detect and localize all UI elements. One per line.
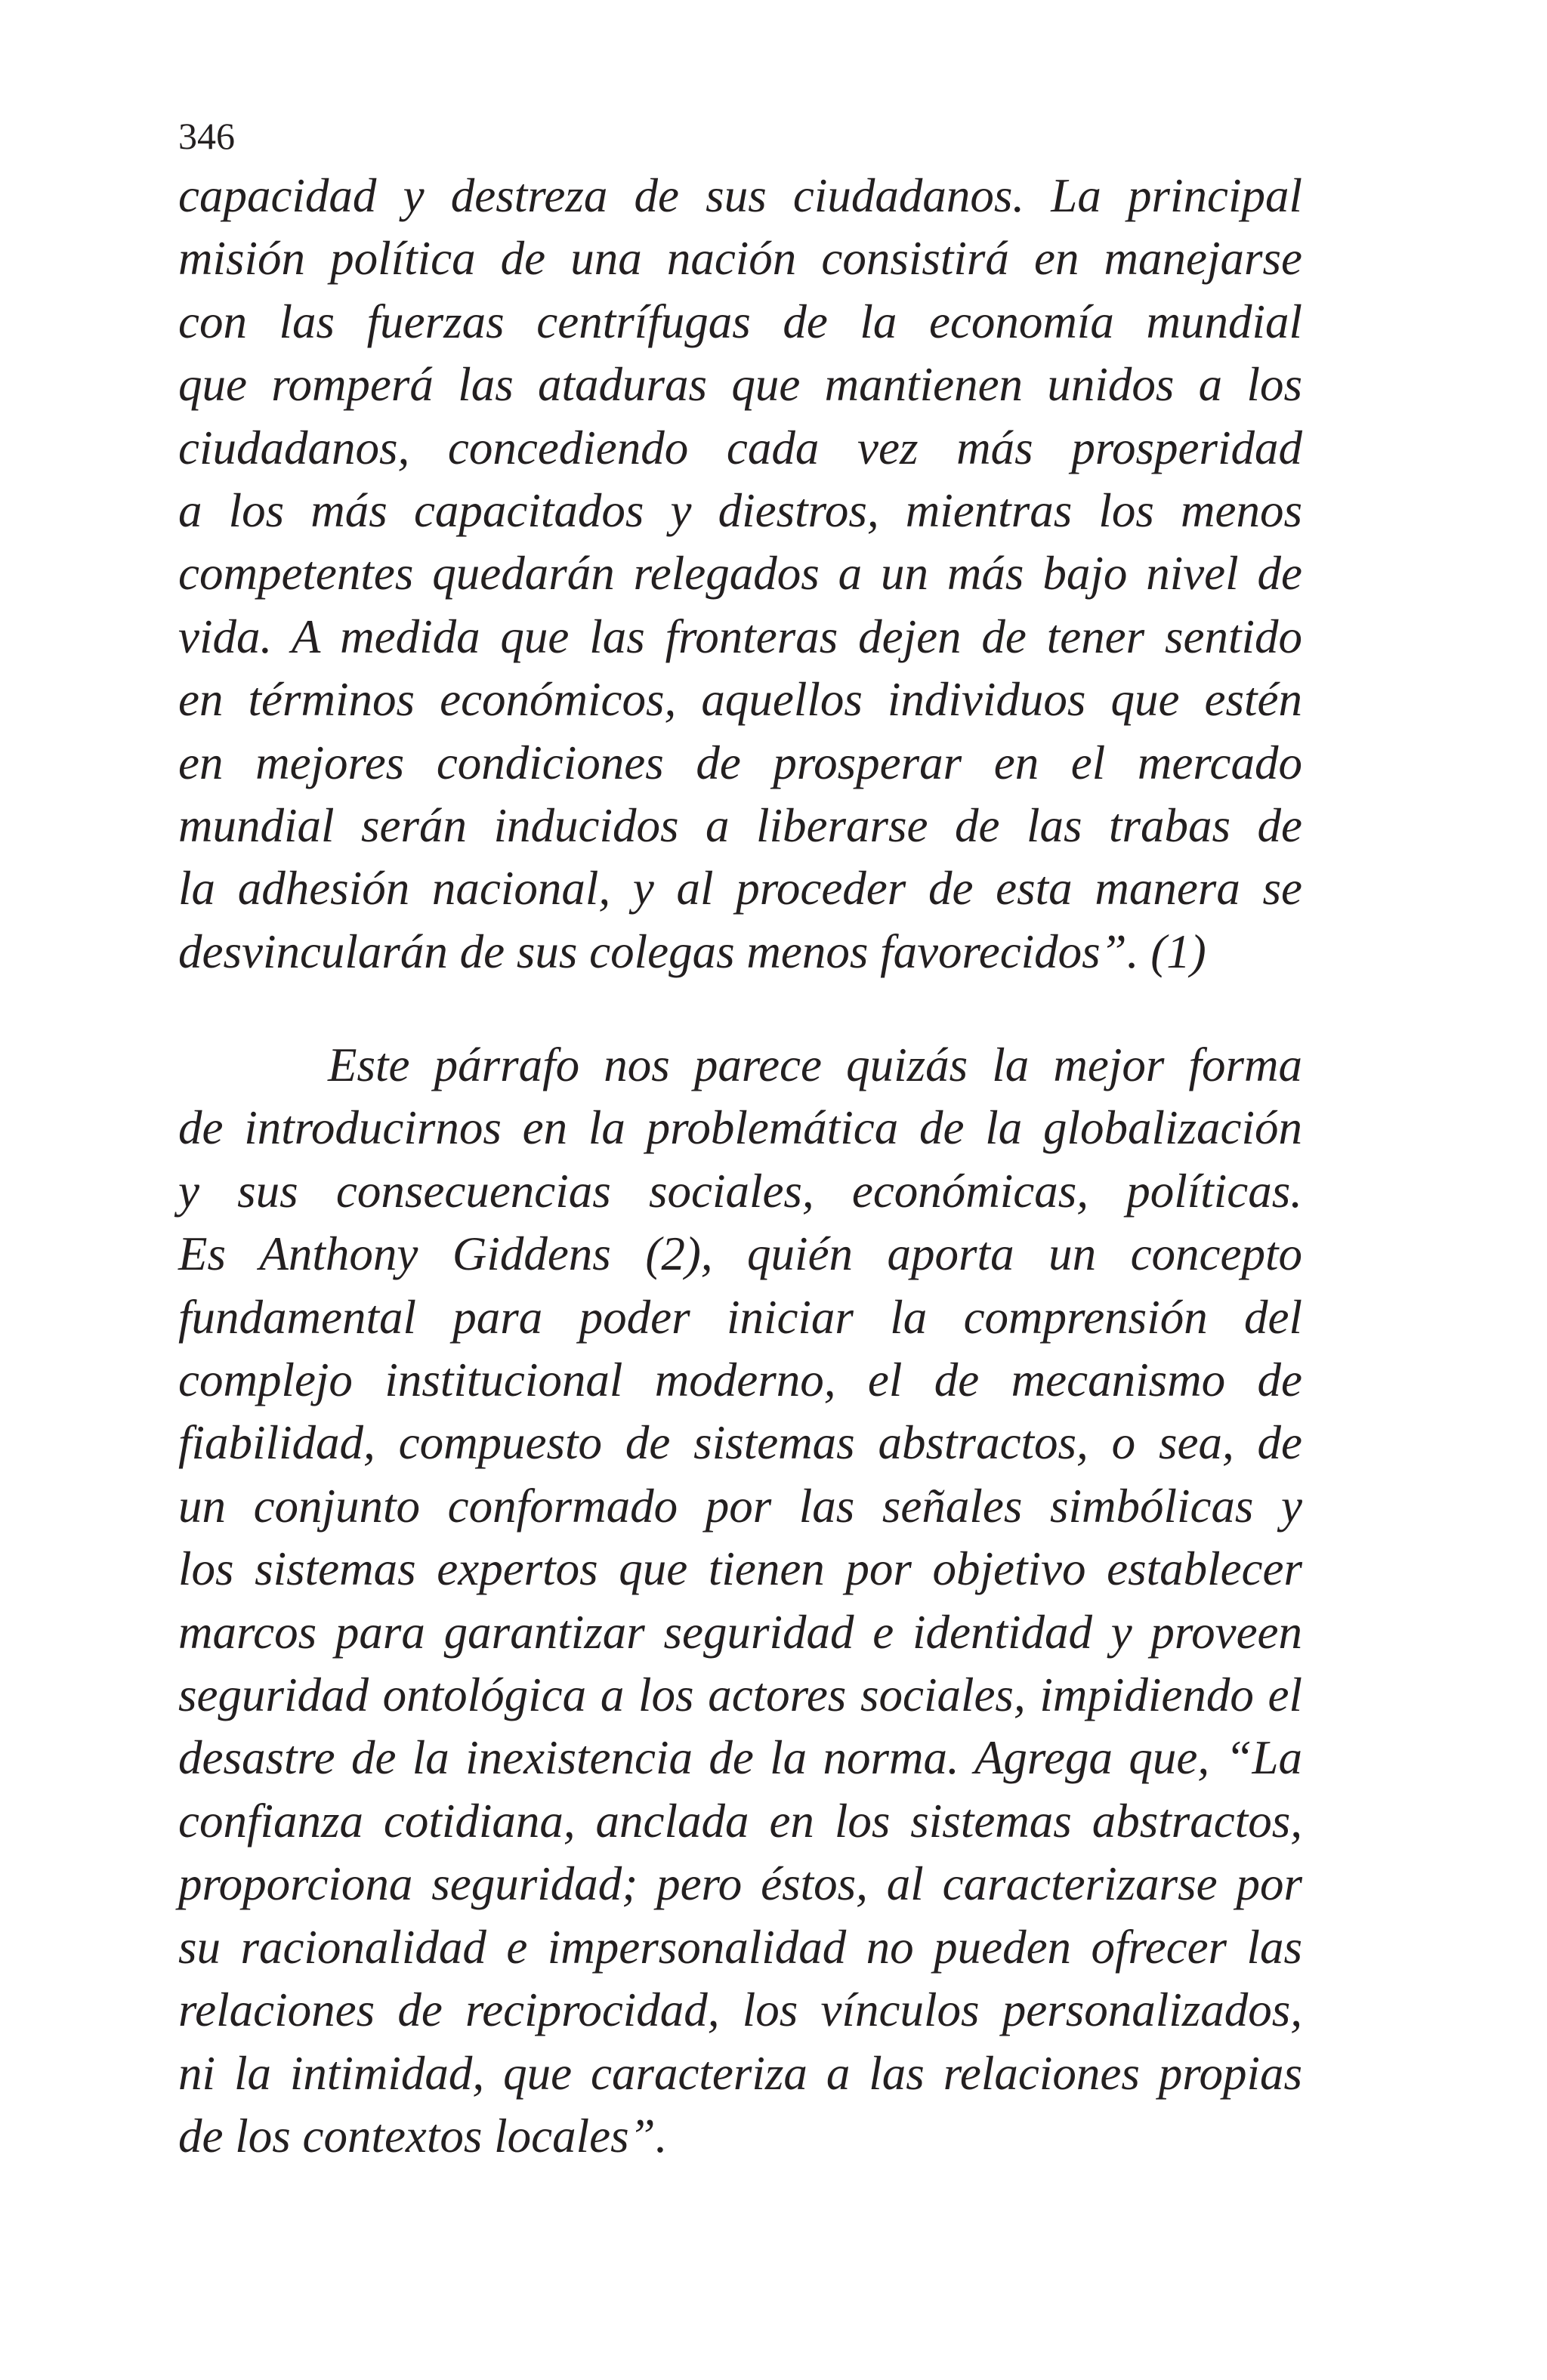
- text-line: proporciona seguridad; pero éstos, al caracterizarse por: [178, 1857, 1302, 1911]
- text-line: ciudadanos, concediendo cada vez más prosperidad: [178, 421, 1302, 474]
- paragraph-2: [178, 1034, 1302, 2168]
- text-line: desastre de la inexistencia de la norma. Agrega que, “La: [178, 1731, 1302, 1785]
- text-line: fundamental para poder iniciar la comprensión del: [178, 1290, 1302, 1344]
- text-line: en términos económicos, aquellos individuos que estén: [178, 673, 1302, 727]
- text-line: ni la intimidad, que caracteriza a las relaciones propias: [178, 2046, 1302, 2100]
- text-line: relaciones de reciprocidad, los vínculos personalizados,: [178, 1983, 1302, 2037]
- text-line: complejo institucional moderno, el de mecanismo de: [178, 1354, 1302, 1407]
- text-line: y sus consecuencias sociales, económicas, políticas.: [178, 1164, 1302, 1218]
- text-line: seguridad ontológica a los actores sociales, impidiendo el: [178, 1668, 1302, 1722]
- text-line: competentes quedarán relegados a un más bajo nivel de: [178, 547, 1302, 600]
- text-line: marcos para garantizar seguridad e identidad y proveen: [178, 1605, 1302, 1659]
- text-line: de introducirnos en la problemática de la globalización: [178, 1101, 1302, 1155]
- page-number: 346: [178, 115, 235, 157]
- text-line: la adhesión nacional, y al proceder de esta manera se: [178, 862, 1302, 915]
- text-line: vida. A medida que las fronteras dejen de tener sentido: [178, 610, 1302, 663]
- text-line: desvincularán de sus colegas menos favorecidos”. (1): [178, 925, 1206, 978]
- text-line: los sistemas expertos que tienen por objetivo establecer: [178, 1542, 1302, 1596]
- text-line: a los más capacitados y diestros, mientras los menos: [178, 484, 1302, 538]
- text-line: misión política de una nación consistirá en manejarse: [178, 232, 1302, 286]
- text-line: fiabilidad, compuesto de sistemas abstractos, o sea, de: [178, 1416, 1302, 1470]
- paragraph-1: [178, 165, 1302, 983]
- text-line: con las fuerzas centrífugas de la economía mundial: [178, 295, 1302, 348]
- text-line: confianza cotidiana, anclada en los sistemas abstractos,: [178, 1794, 1302, 1848]
- text-line: mundial serán inducidos a liberarse de las trabas de: [178, 799, 1302, 853]
- text-line: Es Anthony Giddens (2), quién aporta un concepto: [178, 1227, 1302, 1281]
- text-line: que romperá las ataduras que mantienen unidos a los: [178, 358, 1302, 412]
- text-line: su racionalidad e impersonalidad no pueden ofrecer las: [178, 1920, 1302, 1974]
- text-line: de los contextos locales”.: [178, 2109, 668, 2162]
- text-line-indented: Este párrafo nos parece quizás la mejor forma: [328, 1039, 1302, 1091]
- text-line: un conjunto conformado por las señales simbólicas y: [178, 1479, 1302, 1533]
- text-line: capacidad y destreza de sus ciudadanos. La principal: [178, 169, 1302, 222]
- text-line: en mejores condiciones de prosperar en el mercado: [178, 736, 1302, 789]
